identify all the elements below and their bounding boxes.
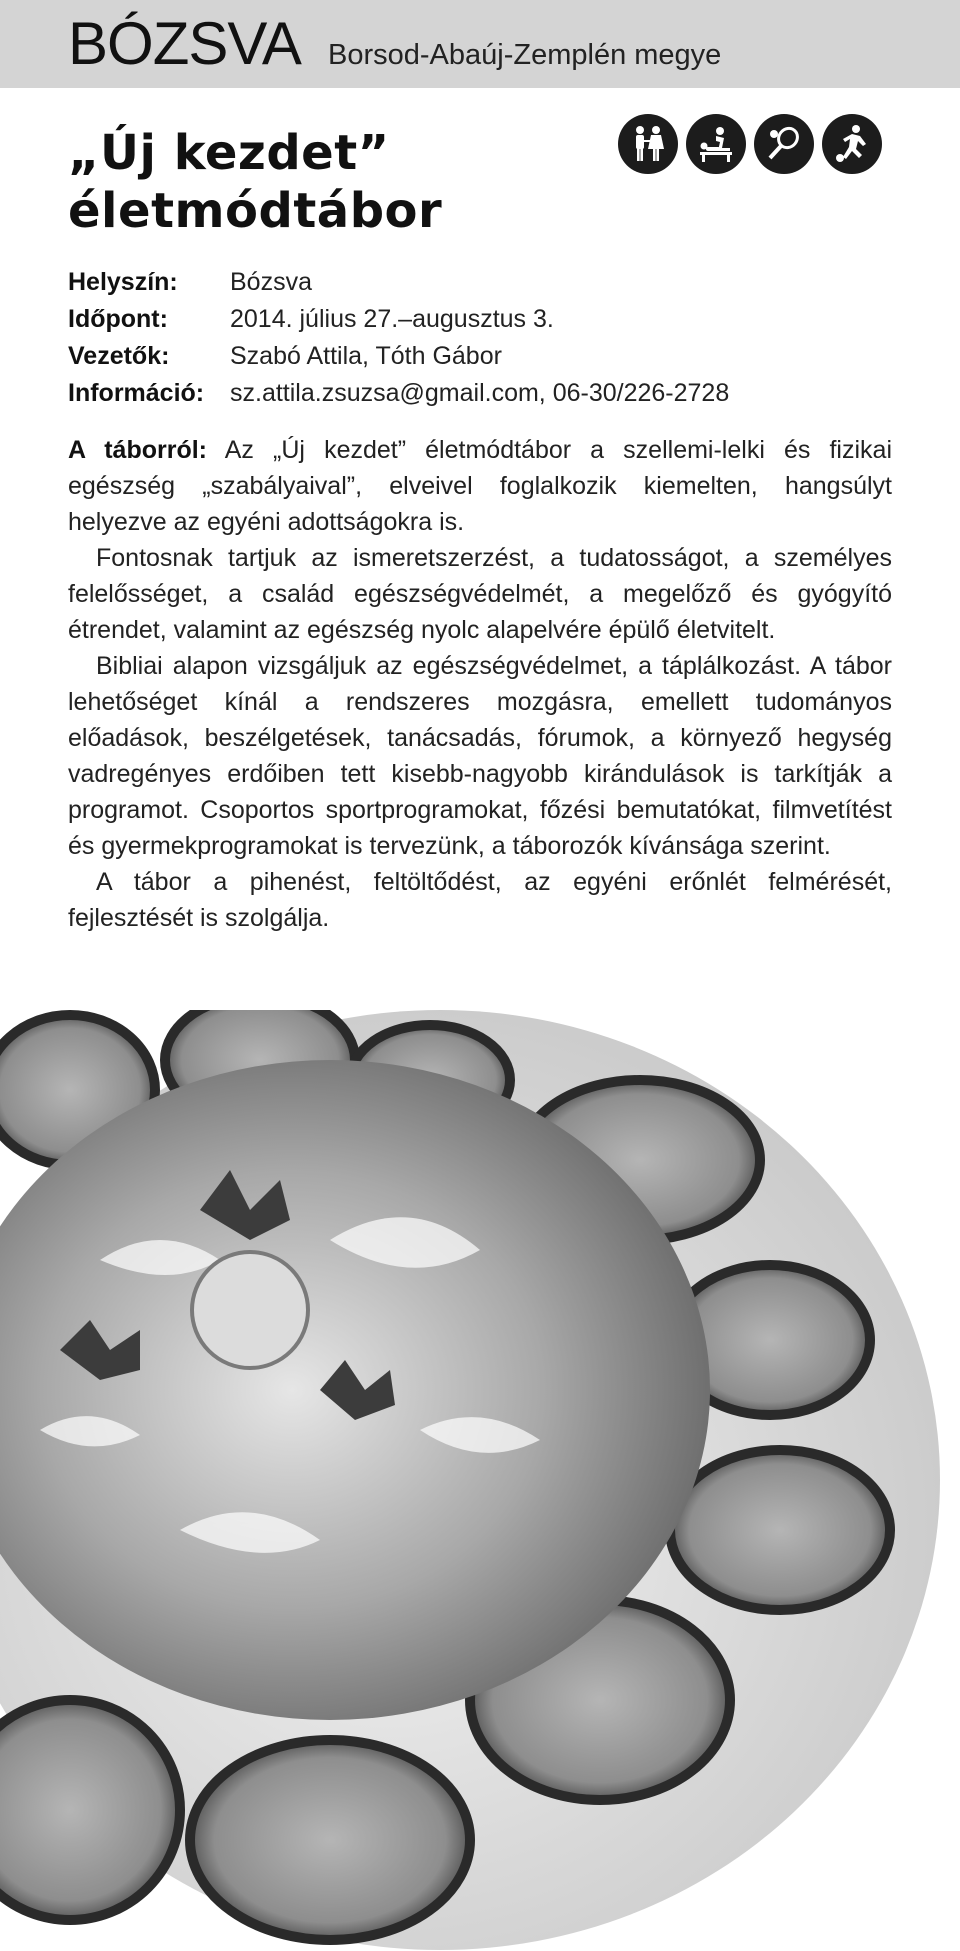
- about-paragraph: Fontosnak tartjuk az ismeretszerzést, a tudatosságot, a személyes felelősséget, a család egészségvédelmét, a megelőző és gyógyító étrendet, valamint az egészség nyolc alapelvére épülő életvitelt.: [68, 544, 892, 644]
- info-label: Helyszín:: [68, 268, 178, 296]
- camp-title-line-2: életmódtábor: [68, 183, 443, 239]
- county-name: Borsod-Abaúj-Zemplén megye: [328, 39, 722, 71]
- info-row: [68, 301, 729, 338]
- tennis-icon: [754, 114, 814, 174]
- activity-icons: [618, 114, 882, 176]
- info-label: Időpont:: [68, 305, 168, 333]
- about-paragraph: [68, 432, 892, 540]
- event-info: [68, 264, 729, 412]
- info-value: Szabó Attila, Tóth Gábor: [230, 342, 502, 370]
- place-name: BÓZSVA: [68, 10, 301, 77]
- about-text: Az „Új kezdet” életmódtábor a szellemi-lelki és fizikai egészség „szabályaival”, elveivel foglalkozik kiemelten, hangsúlyt helyezve az egyéni adottságokra is.: [68, 436, 892, 536]
- about-paragraph: Bibliai alapon vizsgáljuk az egészségvédelmet, a táplálkozást. A tábor lehetőséget kínál a rendszeres mozgásra, emellett tudományos előadások, beszélgetések, tanácsadás, fórumok, a környező hegység vadregényes erdőiben tett kisebb-nagyobb kirándulások is tarkítják a programot. Csoportos sportprogramokat, főzési bemutatókat, filmvetítést és gyermekprogramokat is tervezünk, a táborozók kívánsága szerint.: [68, 652, 892, 860]
- camp-title-line-1: „Új kezdet”: [68, 125, 390, 181]
- family-icon: [618, 114, 678, 174]
- info-row: [68, 375, 729, 412]
- soccer-icon: [822, 114, 882, 174]
- about-section: [68, 432, 892, 936]
- salad-plate-illustration: [0, 1010, 960, 1951]
- info-contact: sz.attila.zsuzsa@gmail.com, 06-30/226-2728: [230, 379, 730, 407]
- massage-icon: [686, 114, 746, 174]
- info-row: [68, 264, 729, 301]
- about-lead: A táborról:: [68, 436, 208, 464]
- info-label: Információ:: [68, 379, 205, 407]
- info-value: Bózsva: [230, 268, 312, 296]
- food-photo: [0, 1010, 960, 1951]
- info-label: Vezetők:: [68, 342, 170, 370]
- info-row: [68, 338, 729, 375]
- cucumber-flower: [192, 1252, 308, 1368]
- about-paragraph: A tábor a pihenést, feltöltődést, az egyéni erőnlét felmérését, fejlesztését is szolgálja.: [68, 868, 892, 932]
- info-value: 2014. július 27.–augusztus 3.: [230, 305, 554, 333]
- header-band: [0, 0, 960, 88]
- camp-title: [68, 124, 628, 240]
